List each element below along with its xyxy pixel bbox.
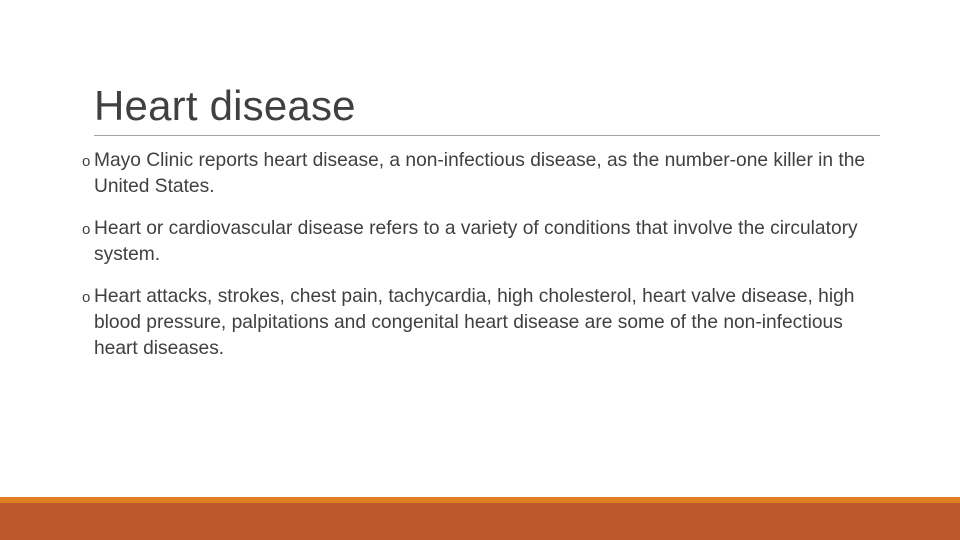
bullet-marker-icon: o <box>82 153 91 170</box>
bullet-item <box>82 148 882 200</box>
bullet-text: Mayo Clinic reports heart disease, a non-infectious disease, as the number-one killer in the United States. <box>94 150 866 197</box>
title-divider <box>94 135 880 136</box>
bullet-item <box>82 284 882 362</box>
bullet-text: Heart or cardiovascular disease refers to a variety of conditions that involve the circulatory system. <box>94 218 858 265</box>
slide-title: Heart disease <box>94 82 356 129</box>
bullet-marker-icon: o <box>82 289 91 306</box>
bullet-list <box>82 148 882 378</box>
bullet-item <box>82 216 882 268</box>
bullet-marker-icon: o <box>82 221 91 238</box>
bullet-text: Heart attacks, strokes, chest pain, tachycardia, high cholesterol, heart valve disease, high blood pressure, palpitations and congenital heart disease are some of the non-infectious heart diseases. <box>94 286 855 359</box>
footer-accent-bar-thick <box>0 503 960 540</box>
